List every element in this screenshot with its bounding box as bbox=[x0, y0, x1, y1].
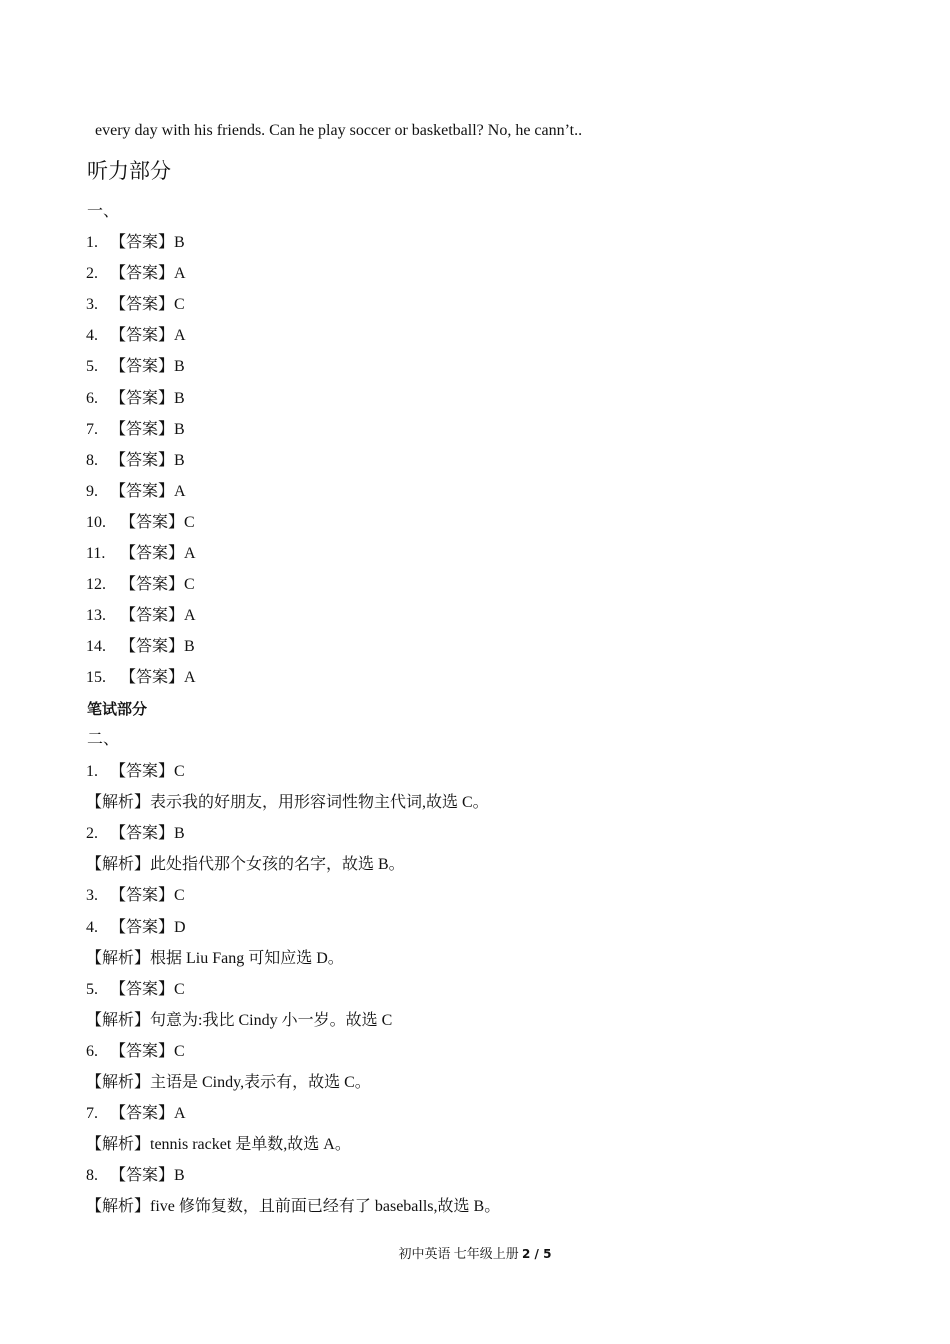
answer-text: 【答案】C bbox=[110, 980, 185, 998]
explanation-text: 【解析】主语是 Cindy,表示有，故选 C。 bbox=[86, 1074, 371, 1091]
answer-text: 【答案】A bbox=[120, 545, 196, 562]
answer-line bbox=[86, 1041, 185, 1063]
explanation-text: 【解析】此处指代那个女孩的名字，故选 B。 bbox=[86, 856, 405, 874]
answer-line bbox=[86, 979, 185, 1001]
written-heading: 笔试部分 bbox=[87, 700, 148, 718]
answer-text: 【答案】B bbox=[110, 358, 185, 376]
answer-line bbox=[86, 605, 196, 627]
listening-section-label: 一、 bbox=[87, 203, 120, 220]
explanation-text: 【解析】表示我的好朋友，用形容词性物主代词,故选 C。 bbox=[86, 794, 489, 812]
question-number: 9. bbox=[86, 482, 98, 500]
question-number: 1. bbox=[86, 234, 98, 251]
intro-paragraph: every day with his friends. Can he play soccer or basketball? No, he cann’t.. bbox=[95, 122, 583, 139]
question-number: 8. bbox=[86, 451, 98, 469]
question-number: 3. bbox=[86, 887, 98, 905]
question-number: 12. bbox=[86, 576, 106, 594]
answer-text: 【答案】A bbox=[110, 482, 186, 500]
answer-text: 【答案】A bbox=[110, 265, 186, 283]
explanation-line bbox=[86, 1010, 392, 1032]
explanation-line bbox=[86, 792, 489, 814]
answer-text: 【答案】A bbox=[110, 327, 186, 345]
answer-line bbox=[86, 761, 185, 783]
answer-line bbox=[86, 263, 186, 285]
answer-text: 【答案】A bbox=[120, 669, 196, 687]
question-number: 13. bbox=[86, 607, 106, 625]
question-number: 7. bbox=[86, 420, 98, 438]
question-number: 3. bbox=[86, 296, 98, 314]
answer-line bbox=[86, 450, 185, 472]
answer-line bbox=[86, 1103, 186, 1125]
question-number: 1. bbox=[86, 763, 98, 780]
answer-line bbox=[86, 512, 195, 534]
answer-line bbox=[86, 885, 185, 907]
answer-text: 【答案】C bbox=[110, 887, 185, 905]
explanation-line bbox=[86, 1196, 500, 1218]
answer-text: 【答案】B bbox=[110, 451, 185, 469]
answer-text: 【答案】C bbox=[110, 763, 185, 780]
explanation-text: 【解析】根据 Liu Fang 可知应选 D。 bbox=[86, 949, 344, 967]
question-number: 2. bbox=[86, 825, 98, 843]
answer-line bbox=[86, 636, 195, 658]
question-number: 7. bbox=[86, 1105, 98, 1123]
answer-line bbox=[86, 543, 196, 565]
question-number: 14. bbox=[86, 638, 106, 656]
explanation-text: 【解析】句意为:我比 Cindy 小一岁。故选 C bbox=[86, 1011, 393, 1029]
question-number: 6. bbox=[86, 389, 98, 407]
page-footer bbox=[0, 1244, 950, 1264]
answer-text: 【答案】B bbox=[110, 1167, 185, 1185]
answer-line bbox=[86, 1165, 185, 1187]
answer-text: 【答案】C bbox=[110, 296, 185, 314]
answer-line bbox=[86, 232, 185, 254]
answer-line bbox=[86, 294, 185, 316]
answer-text: 【答案】B bbox=[110, 825, 185, 843]
footer-label: 初中英语 七年级上册 bbox=[398, 1246, 519, 1261]
answer-text: 【答案】A bbox=[110, 1105, 186, 1123]
answer-line bbox=[86, 823, 185, 845]
answer-line bbox=[86, 356, 185, 378]
page-number: 2 / 5 bbox=[522, 1247, 552, 1261]
answer-line bbox=[86, 917, 186, 939]
explanation-text: 【解析】tennis racket 是单数,故选 A。 bbox=[86, 1136, 351, 1154]
answer-line bbox=[86, 667, 196, 689]
answer-text: 【答案】C bbox=[120, 513, 195, 531]
question-number: 4. bbox=[86, 327, 98, 345]
listening-heading: 听力部分 bbox=[87, 159, 171, 183]
answer-text: 【答案】A bbox=[120, 607, 196, 625]
answer-text: 【答案】B bbox=[120, 638, 195, 656]
explanation-line bbox=[86, 948, 344, 970]
explanation-line bbox=[86, 854, 405, 876]
answer-text: 【答案】C bbox=[120, 576, 195, 594]
answer-text: 【答案】B bbox=[110, 234, 185, 251]
answer-line bbox=[86, 325, 186, 347]
question-number: 2. bbox=[86, 265, 98, 283]
question-number: 10. bbox=[86, 513, 106, 531]
explanation-line bbox=[86, 1134, 351, 1156]
answer-line bbox=[86, 481, 186, 503]
question-number: 8. bbox=[86, 1167, 98, 1185]
written-section-label: 二、 bbox=[87, 731, 120, 748]
answer-line bbox=[86, 388, 185, 410]
answer-line bbox=[86, 574, 195, 596]
answer-text: 【答案】B bbox=[110, 389, 185, 407]
question-number: 5. bbox=[86, 980, 98, 998]
answer-text: 【答案】D bbox=[110, 918, 186, 936]
answer-text: 【答案】B bbox=[110, 420, 185, 438]
answer-line bbox=[86, 419, 185, 441]
question-number: 15. bbox=[86, 669, 106, 687]
explanation-line bbox=[86, 1072, 371, 1094]
explanation-text: 【解析】five 修饰复数，且前面已经有了 baseballs,故选 B。 bbox=[86, 1198, 501, 1216]
question-number: 4. bbox=[86, 918, 98, 936]
question-number: 6. bbox=[86, 1042, 98, 1060]
answer-text: 【答案】C bbox=[110, 1042, 185, 1060]
question-number: 11. bbox=[86, 545, 106, 562]
question-number: 5. bbox=[86, 358, 98, 376]
